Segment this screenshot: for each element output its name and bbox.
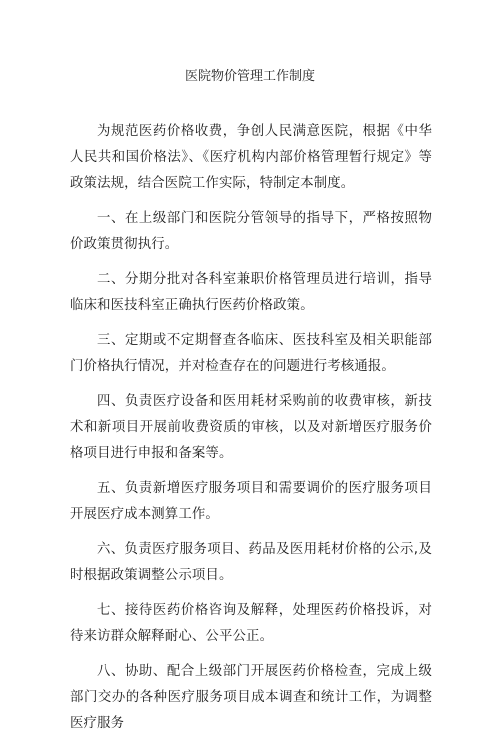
document-title: 医院物价管理工作制度	[184, 69, 315, 84]
paragraph-preamble: 为规范医药价格收费，争创人民满意医院，根据《中华人民共和国价格法》、《医疗机构内部价格管理暂行规定》等政策法规，结合医院工作实际，特制定本制度。	[70, 124, 432, 191]
paragraph-item-6: 六、负责医疗服务项目、药品及医用耗材价格的公示,及时根据政策调整公示项目。	[70, 542, 432, 583]
paragraph-item-7: 七、接待医药价格咨询及解释，处理医药价格投诉，对待来访群众解释耐心、公平公正。	[70, 603, 432, 644]
paragraph-item-8: 八、协助、配合上级部门开展医药价格检查，完成上级部门交办的各种医疗服务项目成本调查和统计工作，为调整医疗服务	[70, 664, 432, 731]
document-body	[70, 119, 432, 746]
paragraph-item-3: 三、定期或不定期督查各临床、医技科室及相关职能部门价格执行情况，并对检查存在的问题进行考核通报。	[70, 333, 432, 374]
paragraph-item-1: 一、在上级部门和医院分管领导的指导下，严格按照物价政策贯彻执行。	[70, 211, 432, 252]
paragraph-item-4: 四、负责医疗设备和医用耗材采购前的收费审核，新技术和新项目开展前收费资质的审核，以及对新增医疗服务价格项目进行申报和备案等。	[70, 394, 432, 461]
paragraph-item-2: 二、分期分批对各科室兼职价格管理员进行培训，指导临床和医技科室正确执行医药价格政策。	[70, 272, 432, 313]
paragraph-item-5: 五、负责新增医疗服务项目和需要调价的医疗服务项目开展医疗成本测算工作。	[70, 481, 432, 522]
